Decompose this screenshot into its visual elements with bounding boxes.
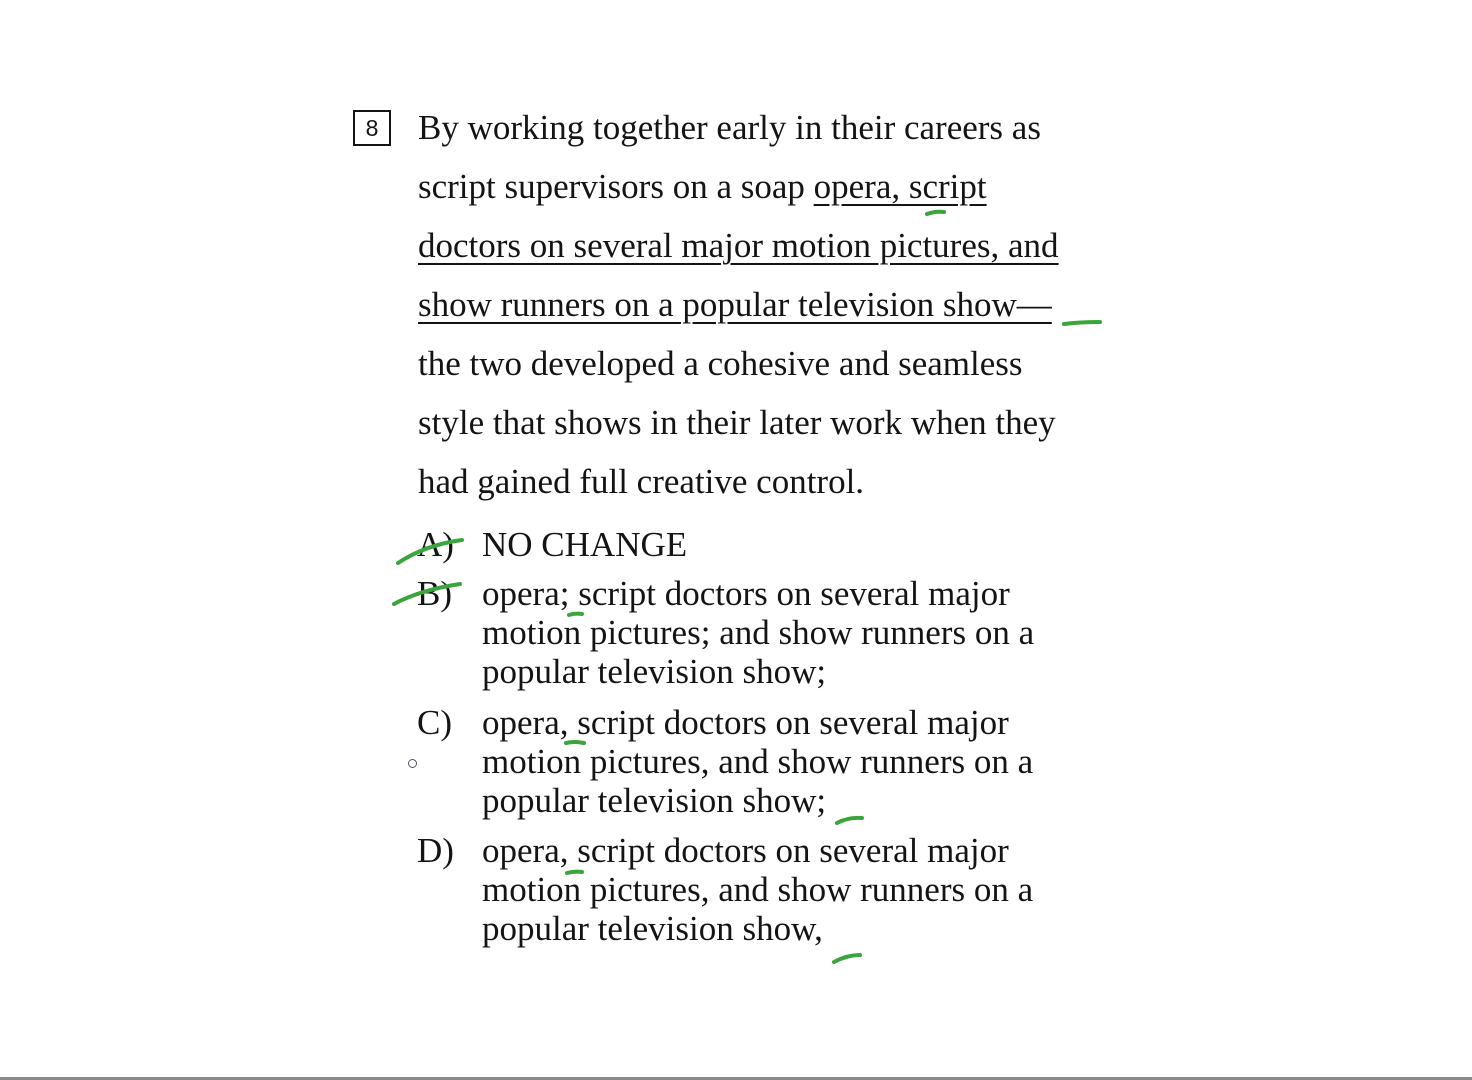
choice-b-line-1: opera; script doctors on several major — [482, 574, 1010, 613]
comma-mark-passage — [927, 212, 944, 214]
passage-line-7: had gained full creative control. — [418, 462, 865, 501]
choice-c-line-2: motion pictures, and show runners on a — [482, 742, 1034, 781]
semicolon-mark-c-3 — [837, 818, 862, 823]
choice-a-letter: A) — [417, 525, 454, 564]
underlined-portion-end: show runners on a popular television show— — [418, 285, 1052, 324]
choice-d-line-2: motion pictures, and show runners on a — [482, 870, 1034, 909]
choice-b-line-3: popular television show; — [482, 652, 827, 691]
cursor-dot-icon — [408, 759, 417, 768]
choice-a-text: NO CHANGE — [482, 525, 688, 564]
choice-c-line-1: opera, script doctors on several major — [482, 703, 1009, 742]
choice-b-line-2: motion pictures; and show runners on a — [482, 613, 1035, 652]
choice-c-letter: C) — [417, 703, 452, 742]
underlined-portion-start: opera, script — [813, 167, 987, 206]
passage-line-2-text: script supervisors on a soap — [418, 167, 814, 206]
choice-d-line-3: popular television show, — [482, 909, 823, 948]
question-number-box: 8 — [353, 110, 391, 146]
dash-mark-passage — [1064, 322, 1100, 324]
choice-d-line-1: opera, script doctors on several major — [482, 831, 1009, 870]
passage-line-5: the two developed a cohesive and seamless — [418, 344, 1023, 383]
choice-b-letter: B) — [417, 574, 452, 613]
comma-mark-d-3 — [834, 955, 860, 962]
choice-d-letter: D) — [417, 831, 454, 870]
passage-line-6: style that shows in their later work when they — [418, 403, 1056, 442]
passage-line-2 — [418, 167, 987, 207]
underlined-portion-middle: doctors on several major motion pictures, and — [418, 226, 1059, 265]
passage-line-1: By working together early in their careers as — [418, 108, 1041, 147]
choice-c-line-3: popular television show; — [482, 781, 827, 820]
